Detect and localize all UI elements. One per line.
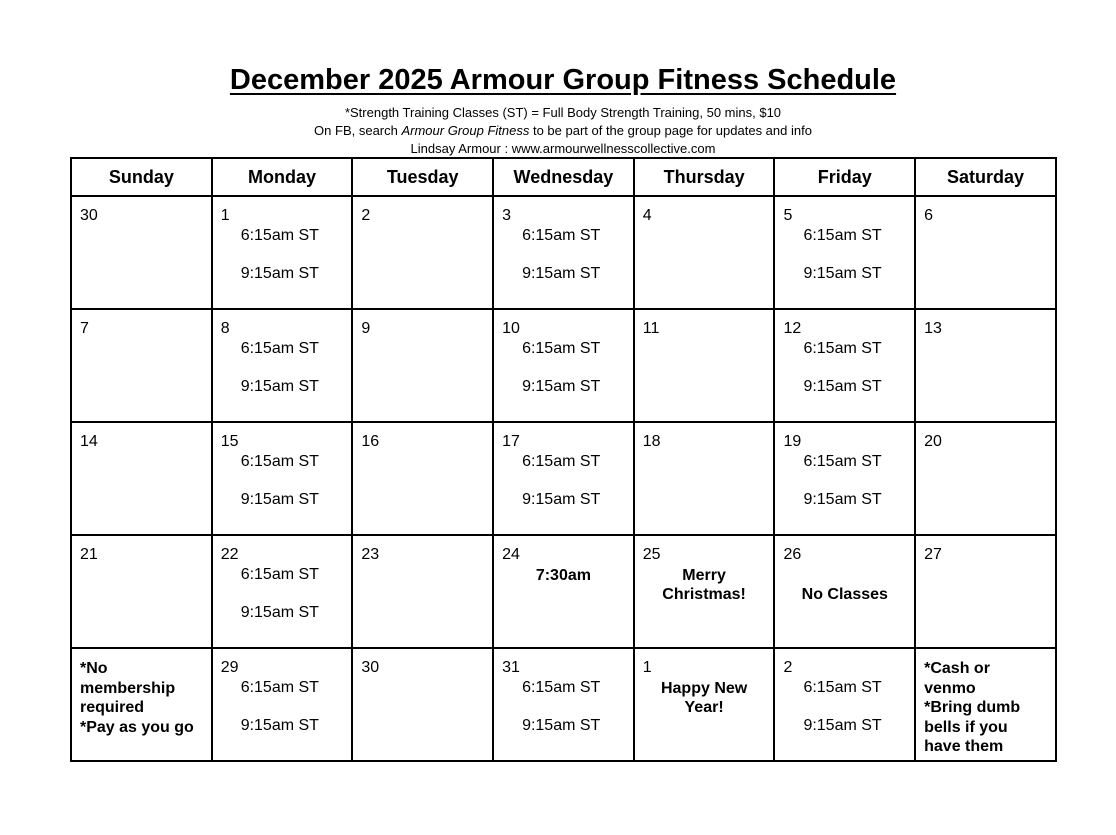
payment-note [924, 659, 1049, 757]
day-number: 16 [361, 433, 380, 450]
subtitle-contact: Lindsay Armour : www.armourwellnesscollective.com [410, 141, 716, 156]
holiday-label-line2: Year! [684, 699, 724, 716]
note-line: venmo [924, 679, 976, 697]
class-slot: 6:15am ST [240, 340, 319, 357]
class-slot: 9:15am ST [240, 604, 319, 621]
day-cell [493, 422, 634, 535]
day-number: 8 [220, 320, 230, 337]
class-slot: 9:15am ST [240, 491, 319, 508]
class-slot: 9:15am ST [803, 265, 882, 282]
day-cell [915, 309, 1056, 422]
header-friday: Friday [774, 158, 915, 196]
day-number: 9 [361, 320, 371, 337]
day-number: 1 [220, 207, 230, 224]
special-class-time: 7:30am [535, 567, 591, 584]
class-slot: 6:15am ST [522, 227, 601, 244]
day-cell [352, 309, 493, 422]
membership-note [80, 659, 205, 737]
day-cell [774, 196, 915, 309]
day-cell [493, 196, 634, 309]
class-slot: 6:15am ST [240, 566, 319, 583]
day-number: 15 [220, 433, 239, 450]
day-cell [774, 648, 915, 761]
day-cell [352, 196, 493, 309]
class-slot: 6:15am ST [240, 679, 319, 696]
day-number: 1 [642, 659, 652, 676]
day-cell [212, 648, 353, 761]
day-number: 14 [80, 433, 98, 450]
class-slot: 9:15am ST [240, 265, 319, 282]
day-cell [915, 422, 1056, 535]
note-line: *Pay as you go [80, 718, 194, 736]
class-slot: 6:15am ST [803, 227, 882, 244]
day-number: 21 [80, 546, 98, 563]
day-cell [212, 196, 353, 309]
note-line: have them [924, 738, 1004, 755]
class-slot: 6:15am ST [522, 679, 601, 696]
day-number: 18 [642, 433, 661, 450]
day-number: 2 [783, 659, 793, 676]
class-slot: 6:15am ST [522, 453, 601, 470]
note-line: *No [80, 660, 108, 677]
week-row [71, 422, 1056, 535]
week-row [71, 309, 1056, 422]
class-slot: 9:15am ST [522, 717, 601, 734]
class-slot: 9:15am ST [240, 717, 319, 734]
note-line: *Bring dumb [924, 699, 1021, 716]
class-slot: 9:15am ST [803, 717, 882, 734]
day-number: 12 [783, 320, 802, 337]
page-title: December 2025 Armour Group Fitness Schedule [229, 64, 897, 96]
subtitle-facebook [0, 123, 1116, 138]
day-cell [634, 422, 775, 535]
day-number: 25 [642, 546, 661, 563]
day-cell [71, 309, 212, 422]
note-line: required [80, 699, 145, 716]
class-slot: 9:15am ST [522, 265, 601, 282]
day-cell [71, 422, 212, 535]
day-cell [634, 648, 775, 761]
calendar-grid [70, 157, 1057, 762]
day-cell [634, 535, 775, 648]
day-cell [352, 648, 493, 761]
day-cell [915, 196, 1056, 309]
class-slot: 9:15am ST [240, 378, 319, 395]
day-cell [493, 309, 634, 422]
day-cell [212, 535, 353, 648]
day-number: 31 [502, 659, 520, 676]
day-number: 5 [783, 207, 793, 224]
subtitle-facebook-post: to be part of the group page for updates and info [529, 123, 812, 138]
day-cell [774, 422, 915, 535]
day-cell [352, 422, 493, 535]
note-line: membership [80, 679, 176, 697]
day-number: 22 [220, 546, 239, 563]
class-slot: 9:15am ST [803, 378, 882, 395]
holiday-label-line1: Happy New [660, 680, 748, 697]
subtitle-facebook-pre: On FB, search [314, 123, 402, 138]
day-number: 6 [924, 207, 934, 224]
class-slot: 6:15am ST [803, 679, 882, 696]
day-cell [634, 196, 775, 309]
week-row [71, 535, 1056, 648]
class-slot: 9:15am ST [522, 491, 601, 508]
day-number: 20 [924, 433, 942, 450]
day-number: 23 [361, 546, 380, 563]
day-number: 24 [502, 546, 520, 563]
day-number: 30 [361, 659, 380, 676]
day-number: 30 [80, 207, 98, 224]
day-cell [212, 309, 353, 422]
header-wednesday: Wednesday [493, 158, 634, 196]
day-cell [71, 535, 212, 648]
day-cell [774, 309, 915, 422]
day-number: 10 [502, 320, 520, 337]
day-cell [493, 535, 634, 648]
day-cell [774, 535, 915, 648]
day-number: 13 [924, 320, 942, 337]
class-slot: 6:15am ST [803, 453, 882, 470]
class-slot: 9:15am ST [803, 491, 882, 508]
day-cell [71, 196, 212, 309]
class-slot: 6:15am ST [522, 340, 601, 357]
class-slot: 6:15am ST [803, 340, 882, 357]
day-cell [352, 535, 493, 648]
no-classes-label: No Classes [801, 586, 888, 603]
week-row [71, 648, 1056, 761]
day-number: 26 [783, 546, 802, 563]
header-sunday: Sunday [71, 158, 212, 196]
class-slot: 6:15am ST [240, 453, 319, 470]
holiday-label-line1: Merry [682, 567, 726, 584]
week-row [71, 196, 1056, 309]
day-cell [493, 648, 634, 761]
note-line: *Cash or [924, 660, 990, 677]
day-number: 3 [502, 207, 511, 224]
subtitle-pricing: *Strength Training Classes (ST) = Full Body Strength Training, 50 mins, $10 [344, 105, 782, 120]
day-number: 19 [783, 433, 802, 450]
subtitle-facebook-group: Armour Group Fitness [401, 123, 530, 138]
day-cell [212, 422, 353, 535]
day-number: 7 [80, 320, 89, 337]
note-line: bells if you [924, 718, 1008, 736]
day-number: 2 [361, 207, 371, 224]
day-number: 17 [502, 433, 520, 450]
holiday-label-line2: Christmas! [662, 586, 746, 603]
header-monday: Monday [212, 158, 353, 196]
class-slot: 9:15am ST [522, 378, 601, 395]
day-number: 29 [220, 659, 239, 676]
header-thursday: Thursday [634, 158, 775, 196]
day-cell [915, 535, 1056, 648]
class-slot: 6:15am ST [240, 227, 319, 244]
note-cell [71, 648, 212, 761]
weekday-header-row [71, 158, 1056, 196]
day-number: 4 [642, 207, 652, 224]
day-number: 11 [642, 320, 660, 337]
note-cell [915, 648, 1056, 761]
day-number: 27 [924, 546, 942, 563]
header-saturday: Saturday [915, 158, 1056, 196]
header-tuesday: Tuesday [352, 158, 493, 196]
day-cell [634, 309, 775, 422]
